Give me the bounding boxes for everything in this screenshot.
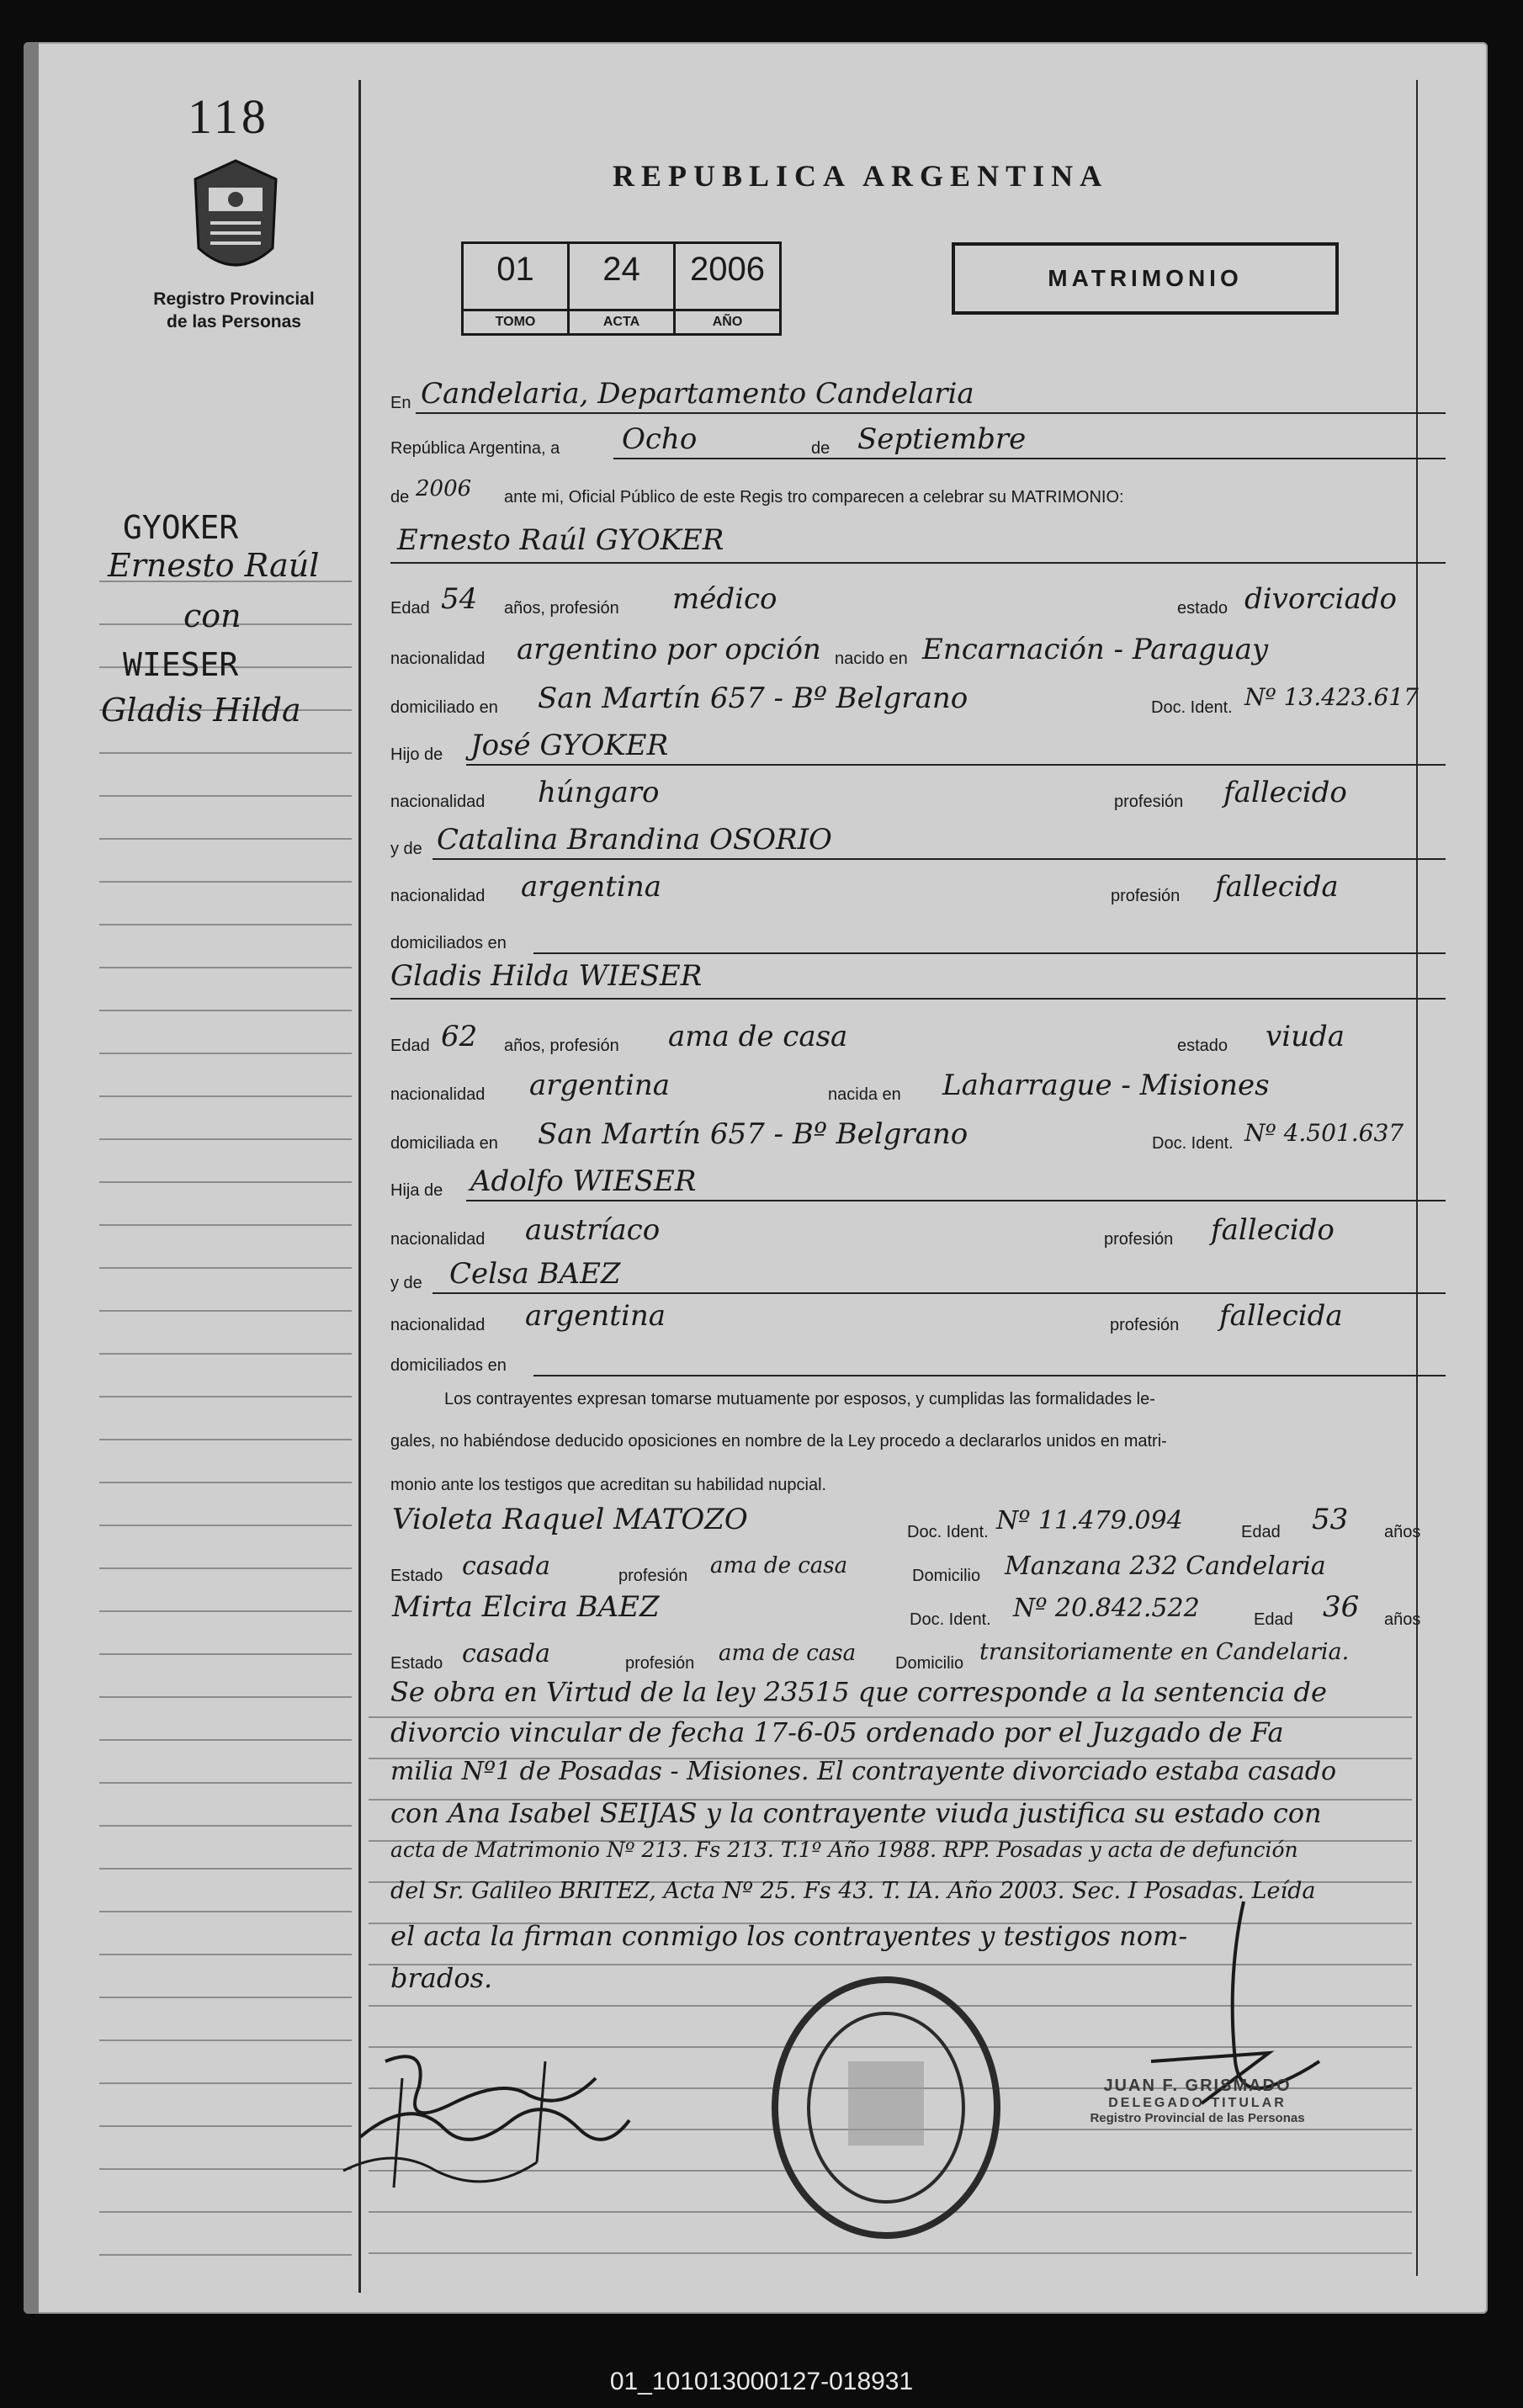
- doc-label: Doc. Ident.: [910, 1610, 991, 1629]
- witness1-profession: ama de casa: [710, 1553, 848, 1578]
- edad-label: Edad: [1254, 1610, 1293, 1629]
- day-value: Ocho: [622, 422, 698, 456]
- underline: [613, 458, 1446, 459]
- margin-ruled-line: [99, 2039, 352, 2041]
- underline: [466, 1200, 1446, 1201]
- note-line-4: con Ana Isabel SEIJAS y la contrayente viuda justifica su estado con: [390, 1797, 1322, 1829]
- ano-value: 2006: [690, 251, 765, 288]
- margin-ruled-line: [99, 1868, 352, 1870]
- registry-label-line1: Registro Provincial: [153, 289, 315, 309]
- scan-id-footer: 01_101013000127-018931: [609, 2368, 914, 2395]
- margin-ruled-line: [99, 2168, 352, 2170]
- registry-label: [141, 288, 326, 333]
- bride-mother: Celsa BAEZ: [449, 1257, 621, 1291]
- margin-ruled-line: [99, 1353, 352, 1355]
- declaration-line-3: monio ante los testigos que acreditan su habilidad nupcial.: [390, 1476, 827, 1494]
- margin-name-5: Gladis Hilda: [101, 692, 301, 729]
- witness1-row: [390, 1503, 1462, 1541]
- official-stamp-line3: Registro Provincial de las Personas: [1090, 2111, 1305, 2125]
- margin-ruled-line: [99, 795, 352, 797]
- bride-nationality-row: [390, 1067, 1462, 1106]
- estado-label: estado: [1177, 599, 1228, 618]
- witness1-doc: Nº 11.479.094: [996, 1506, 1183, 1535]
- margin-ruled-line: [99, 2125, 352, 2127]
- bride-father-nat-row: [390, 1212, 1462, 1250]
- margin-ruled-line: [99, 1954, 352, 1955]
- witness2-address: transitoriamente en Candelaria.: [979, 1639, 1350, 1665]
- groom-doc: Nº 13.423.617: [1244, 683, 1419, 711]
- bride-mother-nationality: argentina: [525, 1299, 666, 1333]
- note-line-6: del Sr. Galileo BRITEZ, Acta Nº 25. Fs 43. T. IA. Año 2003. Sec. I Posadas. Leída: [390, 1878, 1316, 1904]
- margin-ruled-line: [99, 1653, 352, 1655]
- official-stamp: [1046, 2077, 1349, 2125]
- underline: [533, 952, 1446, 954]
- margin-ruled-line: [99, 1610, 352, 1612]
- margin-ruled-line: [99, 1053, 352, 1054]
- month-value: Septiembre: [857, 422, 1027, 456]
- official-stamp-line2: DELEGADO TITULAR: [1108, 2096, 1287, 2110]
- bride-mother-profession: fallecida: [1219, 1299, 1343, 1333]
- groom-status: divorciado: [1244, 582, 1397, 616]
- anos-label: años: [1384, 1610, 1421, 1629]
- note-line-8: brados.: [390, 1962, 493, 1994]
- groom-father-row: [390, 727, 1462, 766]
- margin-ruled-line: [99, 1911, 352, 1912]
- bride-address: San Martín 657 - Bº Belgrano: [538, 1117, 968, 1151]
- nacionalidad-label: nacionalidad: [390, 1316, 486, 1334]
- witness1-name: Violeta Raquel MATOZO: [392, 1503, 748, 1536]
- register-page: [24, 42, 1488, 2314]
- groom-name: Ernesto Raúl GYOKER: [397, 523, 724, 557]
- margin-ruled-line: [99, 1567, 352, 1569]
- doc-label: Doc. Ident.: [1151, 698, 1233, 717]
- note-line-5: acta de Matrimonio Nº 213. Fs 213. T.1º Año 1988. RPP. Posadas y acta de defunción: [390, 1838, 1298, 1862]
- bride-status: viuda: [1266, 1020, 1345, 1053]
- intro-place-row: [390, 377, 1462, 416]
- margin-name-4: WIESER: [123, 646, 239, 683]
- registry-label-line2: de las Personas: [167, 312, 301, 331]
- groom-mother-nationality: argentina: [521, 870, 662, 904]
- bride-age-row: [390, 1018, 1462, 1057]
- note-line-2: divorcio vincular de fecha 17-6-05 ordenado por el Juzgado de Fa: [390, 1716, 1284, 1748]
- margin-ruled-line: [99, 2082, 352, 2084]
- year-prefix: de: [390, 488, 410, 507]
- bride-age: 62: [441, 1020, 478, 1053]
- acta-value: 24: [602, 251, 640, 288]
- domicilio-label: Domicilio: [895, 1654, 964, 1673]
- domicilio-label: Domicilio: [912, 1567, 981, 1585]
- anos-profesion-label: años, profesión: [504, 599, 619, 618]
- province-emblem-icon: [185, 156, 286, 282]
- profesion-label: profesión: [1111, 887, 1181, 905]
- witness2-age: 36: [1323, 1590, 1360, 1624]
- groom-mother-profession: fallecida: [1215, 870, 1339, 904]
- margin-ruled-line: [99, 1739, 352, 1741]
- margin-ruled-line: [99, 1310, 352, 1312]
- margin-ruled-line: [99, 1525, 352, 1526]
- nacionalidad-label: nacionalidad: [390, 650, 486, 668]
- margin-ruled-line: [99, 1439, 352, 1440]
- margin-ruled-line: [99, 2254, 352, 2256]
- groom-mother-row: [390, 821, 1462, 860]
- groom-birthplace: Encarnación - Paraguay: [922, 633, 1269, 666]
- note-line-1: Se obra en Virtud de la ley 23515 que corresponde a la sentencia de: [390, 1676, 1327, 1708]
- groom-father-profession: fallecido: [1223, 776, 1347, 809]
- record-type-box: MATRIMONIO: [952, 242, 1339, 315]
- republica-label: República Argentina, a: [390, 439, 560, 458]
- underline: [466, 764, 1446, 766]
- groom-mother: Catalina Brandina OSORIO: [437, 823, 832, 857]
- estado-label: Estado: [390, 1567, 443, 1585]
- nacido-label: nacido en: [835, 650, 908, 668]
- country-title: REPUBLICA ARGENTINA: [613, 159, 1109, 193]
- anos-profesion-label: años, profesión: [504, 1037, 619, 1055]
- bride-mother-row: [390, 1255, 1462, 1294]
- bride-father-row: [390, 1163, 1462, 1201]
- margin-name-2: Ernesto Raúl: [108, 547, 320, 584]
- bride-father-nationality: austríaco: [525, 1213, 661, 1247]
- groom-profession: médico: [672, 582, 777, 616]
- groom-father-nat-row: [390, 774, 1462, 813]
- note-line-3: milia Nº1 de Posadas - Misiones. El contrayente divorciado estaba casado: [390, 1757, 1337, 1786]
- margin-ruled-line: [99, 1782, 352, 1784]
- underline: [432, 858, 1446, 860]
- margin-ruled-line: [99, 1997, 352, 1998]
- margin-ruled-line: [99, 1267, 352, 1269]
- bride-mother-nat-row: [390, 1297, 1462, 1336]
- profesion-label: profesión: [1114, 793, 1184, 811]
- witness1-age: 53: [1312, 1503, 1349, 1536]
- groom-age: 54: [441, 582, 478, 616]
- margin-name-1: GYOKER: [123, 509, 239, 546]
- margin-ruled-line: [99, 881, 352, 883]
- witness2-details-row: [390, 1636, 1462, 1674]
- margin-ruled-line: [99, 1482, 352, 1483]
- underline: [432, 1292, 1446, 1294]
- profesion-label: profesión: [1104, 1230, 1174, 1249]
- margin-ruled-line: [99, 1010, 352, 1011]
- declaration-line-1: Los contrayentes expresan tomarse mutuamente por esposos, y cumplidas las formalidades le-: [444, 1390, 1155, 1408]
- tomo-caption: TOMO: [464, 309, 567, 333]
- groom-address: San Martín 657 - Bº Belgrano: [538, 682, 968, 715]
- margin-ruled-line: [99, 1095, 352, 1097]
- record-boxes: [461, 241, 782, 336]
- estado-label: Estado: [390, 1654, 443, 1673]
- witness2-status: casada: [462, 1639, 551, 1668]
- bride-profession: ama de casa: [668, 1020, 848, 1053]
- book-spine: [24, 42, 39, 2314]
- margin-ruled-line: [99, 752, 352, 754]
- margin-ruled-line: [99, 967, 352, 968]
- profesion-label: profesión: [618, 1567, 688, 1585]
- profesion-label: profesión: [1110, 1316, 1180, 1334]
- groom-father: José GYOKER: [470, 729, 669, 762]
- margin-ruled-line: [99, 1224, 352, 1226]
- doc-label: Doc. Ident.: [907, 1523, 989, 1541]
- groom-mother-nat-row: [390, 868, 1462, 907]
- note-line-7: el acta la firman conmigo los contrayentes y testigos nom-: [390, 1920, 1188, 1952]
- nacionalidad-label: nacionalidad: [390, 1085, 486, 1104]
- bride-address-row: [390, 1116, 1462, 1154]
- yde-label: y de: [390, 840, 422, 858]
- bride-father: Adolfo WIESER: [470, 1164, 697, 1198]
- bride-doc: Nº 4.501.637: [1244, 1119, 1404, 1147]
- margin-rule: [358, 80, 361, 2293]
- bride-name: Gladis Hilda WIESER: [390, 959, 703, 993]
- nacionalidad-label: nacionalidad: [390, 1230, 486, 1249]
- margin-ruled-line: [99, 924, 352, 926]
- de-label: de: [811, 439, 830, 458]
- doc-label: Doc. Ident.: [1152, 1134, 1234, 1153]
- signatures-scribble: [326, 2028, 646, 2204]
- hijo-label: Hijo de: [390, 745, 443, 764]
- bride-father-profession: fallecido: [1211, 1213, 1335, 1247]
- estado-label: estado: [1177, 1037, 1228, 1055]
- margin-ruled-line: [99, 1181, 352, 1183]
- yde-label: y de: [390, 1274, 422, 1292]
- intro-text: ante mi, Oficial Público de este Regis tro comparecen a celebrar su MATRIMONIO:: [504, 488, 1124, 507]
- underline: [416, 412, 1446, 414]
- witness1-details-row: [390, 1548, 1462, 1587]
- ano-box: [676, 244, 779, 333]
- groom-nationality: argentino por opción: [517, 633, 821, 666]
- nacida-label: nacida en: [828, 1085, 901, 1104]
- margin-ruled-line: [99, 1825, 352, 1827]
- witness1-status: casada: [462, 1551, 551, 1581]
- page-number: 118: [188, 89, 269, 144]
- hija-label: Hija de: [390, 1181, 443, 1200]
- en-label: En: [390, 394, 411, 412]
- margin-ruled-line: [99, 2211, 352, 2213]
- domiciliados-label: domiciliados en: [390, 934, 507, 952]
- edad-label: Edad: [390, 1037, 430, 1055]
- declaration-line-2: gales, no habiéndose deducido oposiciones en nombre de la Ley procedo a declararlos unidos en matri-: [390, 1432, 1167, 1451]
- registry-seal-stamp: [764, 1969, 1008, 2246]
- tomo-box: [464, 244, 570, 333]
- acta-caption: ACTA: [570, 309, 673, 333]
- domicilio-label: domiciliado en: [390, 698, 498, 717]
- acta-box: [570, 244, 676, 333]
- edad-label: Edad: [1241, 1523, 1281, 1541]
- witness2-name: Mirta Elcira BAEZ: [392, 1590, 660, 1624]
- margin-ruled-line: [99, 1396, 352, 1398]
- intro-date-row: [390, 421, 1462, 459]
- bride-domiciliados-row: [390, 1338, 1462, 1376]
- nacionalidad-label: nacionalidad: [390, 793, 486, 811]
- underline: [533, 1375, 1446, 1376]
- ano-caption: AÑO: [676, 309, 779, 333]
- margin-ruled-line: [99, 838, 352, 840]
- intro-year-row: [390, 469, 1462, 508]
- anos-label: años: [1384, 1523, 1421, 1541]
- bride-name-row: [390, 959, 1462, 998]
- body-ruled-line: [369, 2252, 1412, 2254]
- groom-father-nationality: húngaro: [538, 776, 660, 809]
- profesion-label: profesión: [625, 1654, 695, 1673]
- place-value: Candelaria, Departamento Candelaria: [421, 377, 974, 411]
- groom-nationality-row: [390, 631, 1462, 670]
- witness2-profession: ama de casa: [719, 1641, 857, 1666]
- underline: [390, 998, 1446, 1000]
- underline: [390, 562, 1446, 564]
- witness2-row: [390, 1590, 1462, 1629]
- groom-address-row: [390, 680, 1462, 719]
- domicilio-label: domiciliada en: [390, 1134, 498, 1153]
- year-value: 2006: [416, 476, 472, 501]
- witness2-doc: Nº 20.842.522: [1013, 1594, 1200, 1623]
- groom-domiciliados-row: [390, 915, 1462, 954]
- groom-name-row: [390, 523, 1462, 562]
- official-stamp-line1: JUAN F. GRISMADO: [1103, 2077, 1292, 2095]
- domiciliados-label: domiciliados en: [390, 1356, 507, 1375]
- margin-ruled-line: [99, 1138, 352, 1140]
- margin-name-3: con: [183, 597, 241, 634]
- edad-label: Edad: [390, 599, 430, 618]
- bride-nationality: argentina: [529, 1069, 671, 1102]
- bride-birthplace: Laharrague - Misiones: [942, 1069, 1270, 1102]
- margin-ruled-line: [99, 1696, 352, 1698]
- tomo-value: 01: [496, 251, 534, 288]
- nacionalidad-label: nacionalidad: [390, 887, 486, 905]
- witness1-address: Manzana 232 Candelaria: [1005, 1551, 1326, 1581]
- groom-age-row: [390, 581, 1462, 619]
